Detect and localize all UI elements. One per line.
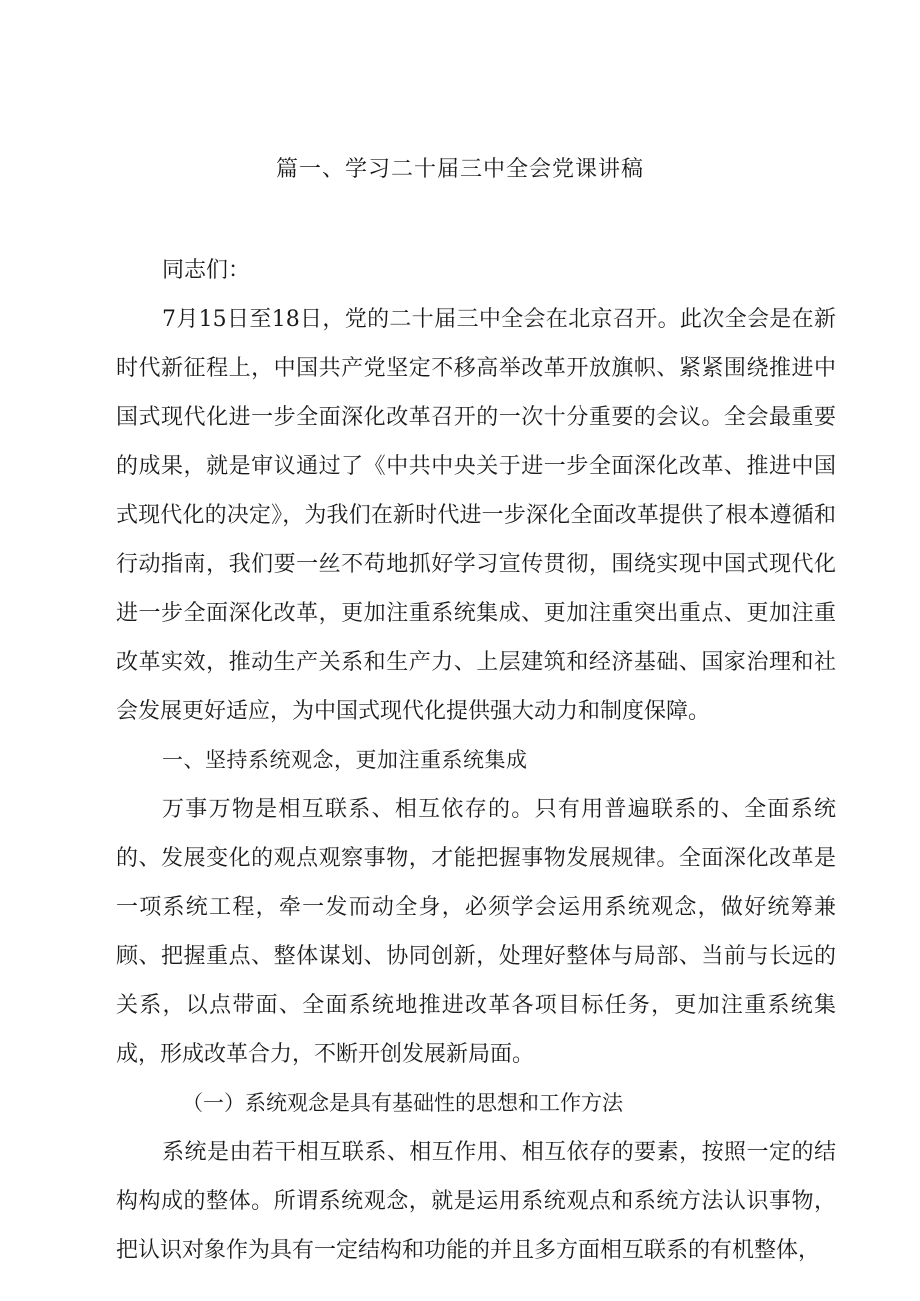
document-body: [116, 246, 836, 1275]
document-title: 篇一、学习二十届三中全会党课讲稿: [275, 157, 644, 182]
section-heading: 一、坚持系统观念，更加注重系统集成: [162, 748, 528, 772]
intro-paragraph: 7月15日至18日，党的二十届三中全会在北京召开。此次全会是在新时代新征程上，中国共产党坚定不移高举改革开放旗帜、紧紧围绕推进中国式现代化进一步全面深化改革召开的一次十分重要的会议。全会最重要的成果，就是审议通过了《中共中央关于进一步全面深化改革、推进中国式现代化的决定》，为我们在新时代进一步深化全面改革提供了根本遵循和行动指南，我们要一丝不苟地抓好学习宣传贯彻，围绕实现中国式现代化进一步全面深化改革，更加注重系统集成、更加注重突出重点、更加注重改革实效，推动生产关系和生产力、上层建筑和经济基础、国家治理和社会发展更好适应，为中国式现代化提供强大动力和制度保障。: [116, 307, 836, 724]
section-paragraph: 万事万物是相互联系、相互依存的。只有用普遍联系的、全面系统的、发展变化的观点观察事物，才能把握事物发展规律。全面深化改革是一项系统工程，牵一发而动全身，必须学会运用系统观念，做好统筹兼顾、把握重点、整体谋划、协同创新，处理好整体与局部、当前与长远的关系，以点带面、全面系统地推进改革各项目标任务，更加注重系统集成，形成改革合力，不断开创发展新局面。: [116, 797, 836, 1067]
subsection-paragraph: 系统是由若干相互联系、相互作用、相互依存的要素，按照一定的结构构成的整体。所谓系统观念，就是运用系统观点和系统方法认识事物，把认识对象作为具有一定结构和功能的并且多方面相互联系的有机整体，: [116, 1140, 836, 1263]
subsection-heading: （一）系统观念是具有基础性的思想和工作方法: [182, 1091, 623, 1115]
salutation: 同志们：: [162, 258, 251, 283]
